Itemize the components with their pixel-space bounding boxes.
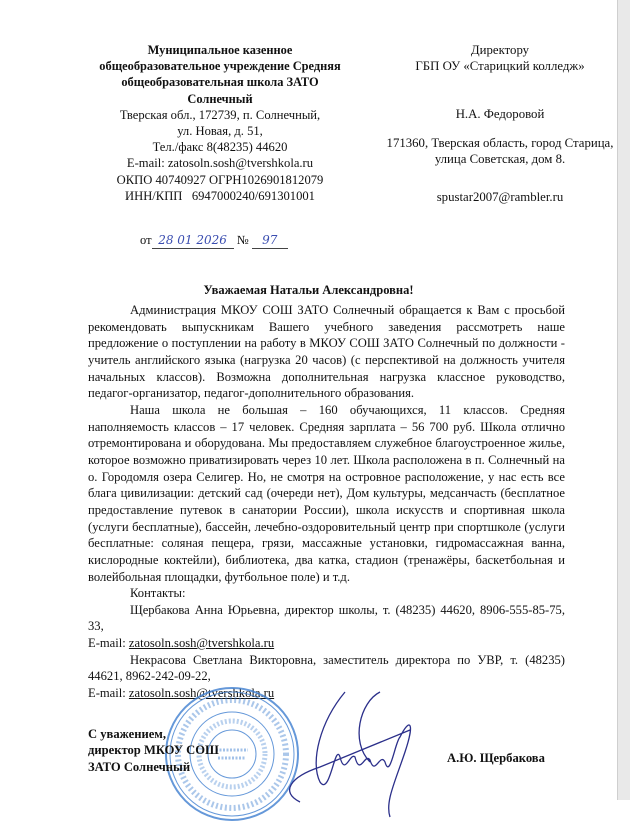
paragraph: Наша школа не большая – 160 обучающихся, 11 классов. Средняя наполняемость классов – 17 человек. Средняя зарплата – 56 700 руб. Школа отлично отремонтирована и оборудована. Мы предоставляем служебное благоустроенное жилье, которое возможно приватизировать через 10 лет. Школа расположена в п. Солнечный на о. Городомля озера Селигер. Но, не смотря на островное расположение, у нас есть все блага цивилизации: детский сад (очереди нет), Дом культуры, медсанчасть (бесплатное предоставление путевок в санатории России), школа искусств и спортивная школа (услуги бесплатные), бассейн, лечебно-оздоровительный центр при спортшколе (услуги бесплатные: соляная пещера, грязи, массажные установки, гидромассажная ванна, кислородные коктейли), библиотека, два катка, стадион (тренажёры, баскетбольная и волейбольная площадки, футбольное поле) и т.д. xyxy=(88,402,565,584)
sender-address-line: ул. Новая, д. 51, xyxy=(177,124,263,139)
email-label: E-mail: xyxy=(88,686,129,701)
sender-name-line: общеобразовательное учреждение Средняя xyxy=(99,59,341,74)
contact-person-1: Щербакова Анна Юрьевна, директор школы, т. (48235) 44620, 8906-555-85-75, 33, xyxy=(88,602,565,634)
email-link[interactable]: zatosoln.sosh@tvershkola.ru xyxy=(128,686,275,701)
sender-inn: ИНН/КПП 6947000240/691301001 xyxy=(125,188,315,203)
signature xyxy=(220,682,460,822)
recipient-email: spustar2007@rambler.ru xyxy=(436,190,564,205)
letter-body xyxy=(88,302,565,702)
recipient-position: Директору xyxy=(470,43,530,57)
sender-name-line: Муниципальное казенное xyxy=(147,43,293,57)
sender-address-line: Тверская обл., 172739, п. Солнечный, xyxy=(119,107,321,122)
email-label: E-mail: xyxy=(88,636,129,651)
closing-line: ЗАТО Солнечный xyxy=(88,759,191,774)
paragraph: Администрация МКОУ СОШ ЗАТО Солнечный обращается к Вам с просьбой рекомендовать выпускникам Вашего учебного заведения рассмотреть наше предложение о поступлении на работу в МКОУ СОШ ЗАТО Солнечный по должности - учитель английского языка (нагрузка 20 часов) (с перспективой на должность учителя начальных классов). Возможна дополнительная нагрузка классное руководство, педагог-организатор, педагог-дополнительного образования. xyxy=(88,303,565,401)
date-prefix: от xyxy=(140,233,152,247)
email-link[interactable]: zatosoln.sosh@tvershkola.ru xyxy=(128,636,275,651)
recipient-name: Н.А. Федоровой xyxy=(455,107,545,122)
sender-okpo: ОКПО 40740927 ОГРН1026901812079 xyxy=(116,172,324,187)
greeting: Уважаемая Натальи Александровна! xyxy=(203,283,414,297)
contacts-heading: Контакты: xyxy=(130,586,186,601)
registration-line xyxy=(140,232,288,249)
letter-flow xyxy=(88,302,565,836)
contact-email-line xyxy=(88,635,565,652)
recipient-block xyxy=(370,42,630,205)
registration-date: 28 01 2026 xyxy=(152,232,234,249)
number-prefix: № xyxy=(236,233,249,247)
closing-block xyxy=(88,726,219,776)
signer-name: А.Ю. Щербакова xyxy=(447,750,545,765)
sender-phone: Тел./факс 8(48235) 44620 xyxy=(152,140,288,155)
registration-number: 97 xyxy=(252,232,288,249)
sender-email: E-mail: zatosoln.sosh@tvershkola.ru xyxy=(126,156,314,171)
recipient-organization: ГБП ОУ «Старицкий колледж» xyxy=(415,59,585,74)
signature-area xyxy=(88,726,565,836)
sender-name-line: Солнечный xyxy=(187,91,253,106)
sender-name-line: общеобразовательная школа ЗАТО xyxy=(121,75,319,90)
recipient-address: 171360, Тверская область, город Старица, xyxy=(386,135,614,150)
closing-line: С уважением, xyxy=(88,726,167,741)
contact-person-2: Некрасова Светлана Викторовна, заместитель директора по УВР, т. (48235) 44621, 8962-242-09-22, xyxy=(88,652,565,684)
sender-block xyxy=(82,42,358,204)
recipient-address: улица Советская, дом 8. xyxy=(434,151,566,166)
closing-line: директор МКОУ СОШ xyxy=(88,743,219,758)
